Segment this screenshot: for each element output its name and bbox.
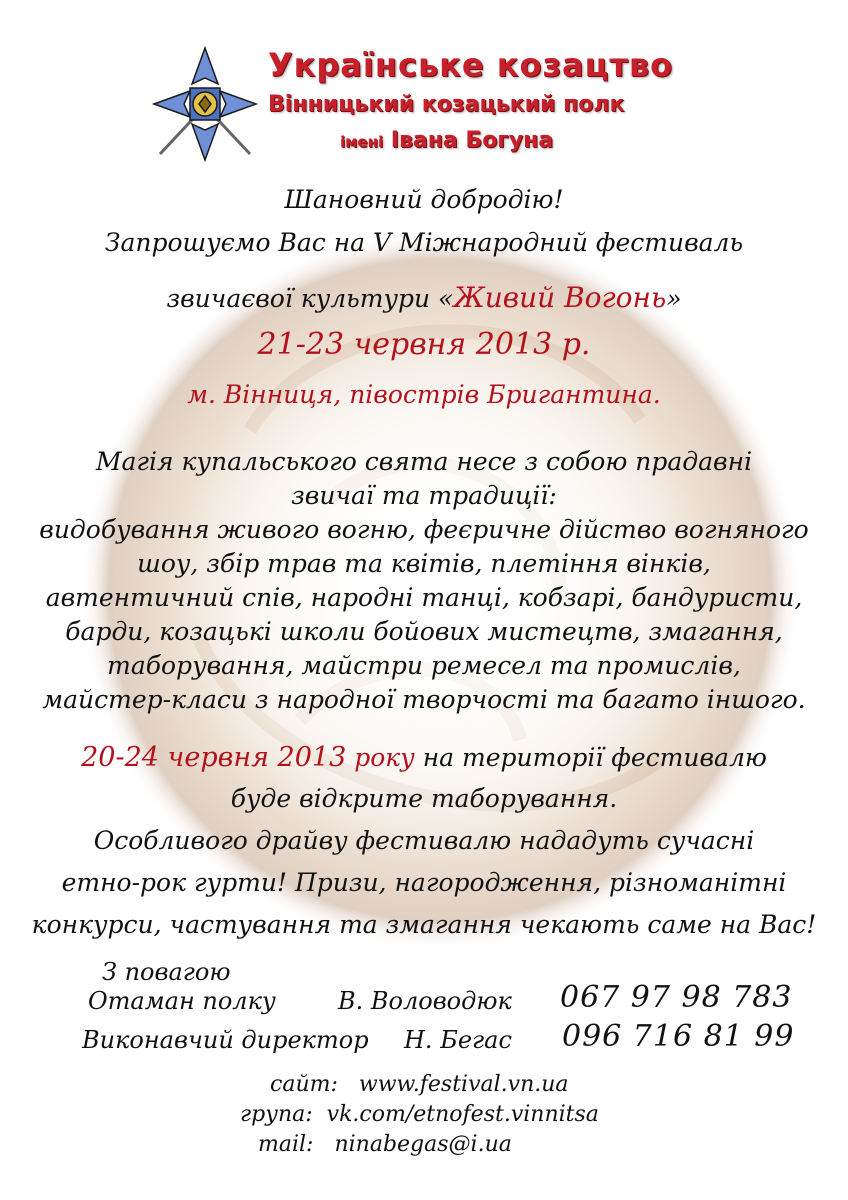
invite-line-2 (0, 281, 848, 314)
camping-line-4: етно-рок гурти! Призи, нагородження, різноманітні (61, 868, 787, 897)
site-link[interactable]: www.festival.vn.ua (358, 1072, 569, 1097)
invite-line-1: Запрошуємо Вас на V Міжнародний фестиваль (104, 228, 744, 257)
camping-dates: 20-24 червня 2013 (81, 742, 347, 773)
regards: З повагою (102, 958, 231, 986)
program-line-4: шоу, збір трав та квітів, плетіння вінків, (137, 549, 711, 578)
logo-subtitle: Вінницький козацький полк (268, 92, 625, 117)
program-line-7: таборування, майстри ремесел та промислів, (107, 651, 741, 680)
logo-name-text: Івана Богуна (390, 128, 554, 153)
camping-rest: на території фестивалю (422, 743, 767, 772)
role-1: Отаман полку (88, 987, 276, 1015)
logo-title: Українське козацтво (268, 46, 674, 84)
program-line-1: Магія купальського свята несе з собою прадавні (95, 447, 753, 476)
festival-dates: 21-23 червня 2013 р. (257, 327, 591, 362)
invite-line-2-prefix: звичаєвої культури « (166, 284, 454, 313)
festival-name: Живий Вогонь (453, 281, 667, 314)
group-label: група: (240, 1102, 313, 1127)
phone-2: 096 716 81 99 (562, 1019, 795, 1054)
greeting: Шановний добродію! (284, 185, 564, 214)
mail-label: mail: (258, 1132, 314, 1157)
name-1: В. Воловодюк (338, 987, 512, 1015)
mail-link[interactable]: ninabegas@i.ua (334, 1132, 512, 1157)
site-label: сайт: (270, 1072, 338, 1097)
site-row (270, 1072, 569, 1097)
program-line-3: видобування живого вогню, феєричне дійство вогняного (39, 515, 809, 544)
camping-line-5: конкурси, частування та змагання чекають саме на Вас! (31, 910, 817, 939)
phone-1: 067 97 98 783 (560, 980, 793, 1015)
role-2: Виконавчий директор (82, 1026, 369, 1054)
program-line-6: барди, козацькі школи бойових мистецтв, змагання, (65, 617, 783, 646)
logo-name-prefix: імені (340, 133, 384, 151)
camping-line-3: Особливого драйву фестивалю нададуть сучасні (93, 826, 755, 855)
name-2: Н. Бегас (404, 1026, 512, 1054)
program-line-2: звичаї та традиції: (291, 481, 557, 510)
group-link[interactable]: vk.com/etnofest.vinnitsa (326, 1102, 599, 1127)
program-line-8: майстер-класи з народної творчості та багато іншого. (42, 685, 806, 714)
program-line-5: автентичний спів, народні танці, кобзарі, бандуристи, (45, 583, 803, 612)
invite-line-2-suffix: » (666, 284, 682, 313)
camping-year-word: року (354, 743, 415, 772)
mail-row (258, 1132, 512, 1157)
camping-line-1 (0, 742, 848, 773)
festival-place: м. Вінниця, півострів Бригантина. (187, 380, 661, 409)
group-row (240, 1102, 599, 1127)
camping-line-2: буде відкрите таборування. (230, 784, 618, 813)
